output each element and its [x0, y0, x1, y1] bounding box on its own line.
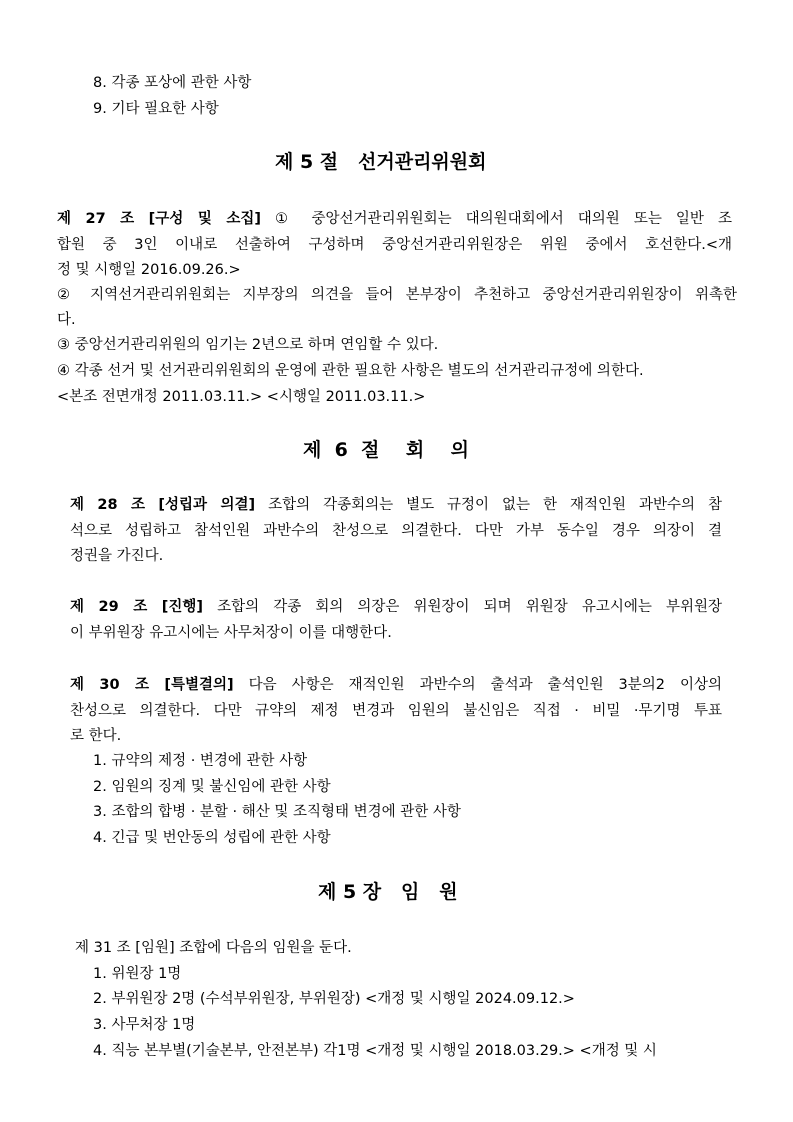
- article-27-paragraph: ② 지역선거관리위원회는 지부장의 의견을 들어 본부장이 추천하고 중앙선거관리위원장이 위촉한: [57, 287, 737, 303]
- list-item: 4. 직능 본부별(기술본부, 안전본부) 각1명 <개정 및 시행일 2018.03.29.> <개정 및 시: [93, 1043, 657, 1059]
- article-27-line: 합원 중 3인 이내로 선출하여 구성하며 중앙선거관리위원장은 위원 중에서 호선한다.<개: [57, 237, 732, 253]
- article-30-line: 로 한다.: [70, 728, 122, 744]
- article-label: 제 29 조 [진행]: [70, 599, 204, 615]
- article-27-paragraph: ④ 각종 선거 및 선거관리위원회의 운영에 관한 필요한 사항은 별도의 선거관리규정에 의한다.: [57, 363, 644, 379]
- article-27-line: 정 및 시행일 2016.09.26.>: [57, 262, 241, 278]
- article-text: ① 중앙선거관리위원회는 대의원대회에서 대의원 또는 일반 조: [260, 211, 732, 227]
- list-item: 3. 사무처장 1명: [93, 1017, 196, 1033]
- article-label: 제 30 조 [특별결의]: [70, 677, 234, 693]
- article-27-paragraph: 다.: [57, 312, 76, 328]
- list-item: 3. 조합의 합병 · 분할 · 해산 및 조직형태 변경에 관한 사항: [93, 804, 461, 820]
- article-label: 제 27 조 [구성 및 소집]: [57, 211, 261, 227]
- article-28-line: 석으로 성립하고 참석인원 과반수의 찬성으로 의결한다. 다만 가부 동수일 경우 의장이 결: [70, 523, 722, 539]
- list-item: 4. 긴급 및 번안동의 성립에 관한 사항: [93, 830, 331, 846]
- article-text: 조합의 각종회의는 별도 규정이 없는 한 재적인원 과반수의 참: [255, 497, 722, 513]
- article-29-line: [70, 597, 722, 617]
- list-item: 2. 부위원장 2명 (수석부위원장, 부위원장) <개정 및 시행일 2024.09.12.>: [93, 991, 575, 1007]
- section-heading: 제 6 절 회 의: [303, 439, 470, 461]
- article-28-line: [70, 495, 722, 515]
- article-30-line: 찬성으로 의결한다. 다만 규약의 제정 변경과 임원의 불신임은 직접 · 비밀 ·무기명 투표: [70, 703, 722, 719]
- revision-note: <본조 전면개정 2011.03.11.> <시행일 2011.03.11.>: [57, 389, 426, 405]
- article-29-line: 이 부위원장 유고시에는 사무처장이 이를 대행한다.: [70, 625, 392, 641]
- list-item: 1. 규약의 제정 · 변경에 관한 사항: [93, 753, 308, 769]
- article-text: 다음 사항은 재적인원 과반수의 출석과 출석인원 3분의2 이상의: [233, 677, 723, 693]
- article-text: 조합의 각종 회의 의장은 위원장이 되며 위원장 유고시에는 부위원장: [203, 599, 722, 615]
- article-31-intro: 제 31 조 [임원] 조합에 다음의 임원을 둔다.: [75, 940, 352, 956]
- article-label: 제 28 조 [성립과 의결]: [70, 497, 256, 513]
- list-item: 1. 위원장 1명: [93, 966, 182, 982]
- article-30-line: [70, 675, 722, 695]
- list-item: 9. 기타 필요한 사항: [93, 101, 219, 117]
- chapter-heading: 제 5 장 임 원: [318, 881, 458, 903]
- article-28-line: 정권을 가진다.: [70, 548, 164, 564]
- list-item: 8. 각종 포상에 관한 사항: [93, 75, 252, 91]
- article-27-paragraph: ③ 중앙선거관리위원의 임기는 2년으로 하며 연임할 수 있다.: [57, 337, 439, 353]
- section-heading: 제 5 절 선거관리위원회: [275, 151, 487, 173]
- list-item: 2. 임원의 징계 및 불신임에 관한 사항: [93, 779, 331, 795]
- article-27-line: [57, 209, 732, 229]
